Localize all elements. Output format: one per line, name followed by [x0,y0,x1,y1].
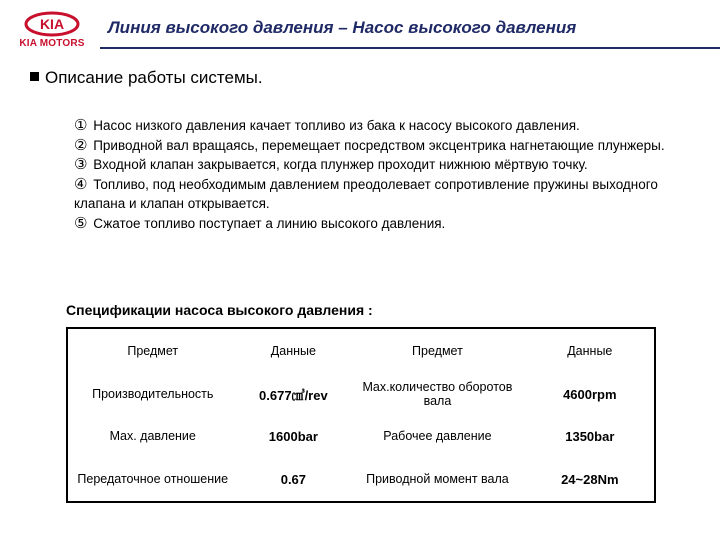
section-title: Описание работы системы. [45,68,263,87]
table-cell: Производительность [92,387,214,401]
step-text: Топливо, под необходимым давлением преодолевает сопротивление пружины выходного клапана и клапан открывается. [74,176,658,211]
column-header: Данные [567,344,613,358]
table-cell: 4600rpm [563,386,617,402]
table-cell: 24~28Nm [561,471,619,487]
specs-title: Спецификации насоса высокого давления : [66,302,373,318]
table-cell: 1600bar [268,428,318,444]
title-divider [100,47,720,49]
step-number: ① [74,117,88,134]
column-header: Предмет [127,344,179,358]
page-title: Линия высокого давления – Насос высокого давления [108,18,577,37]
table-row [67,415,655,457]
kia-oval-icon [12,10,92,40]
step-item [74,155,674,175]
square-bullet-icon [30,72,39,81]
step-text: Насос низкого давления качает топливо из бака к насосу высокого давления. [93,118,580,133]
step-text: Входной клапан закрывается, когда плунжер проходит нижнюю мёртвую точку. [93,157,588,172]
table-cell: Приводной момент вала [366,472,509,486]
section-heading [30,68,263,88]
logo-mark: KIA [39,16,65,32]
step-number: ② [74,136,88,154]
step-item [74,116,674,136]
table-cell: Max.количество оборотов вала [362,380,513,408]
table-header-row [67,328,655,373]
column-header: Предмет [412,344,463,358]
step-item [74,175,674,214]
specs-table [66,327,656,503]
table-cell: Рабочее давление [383,429,492,443]
step-item [74,214,674,234]
logo-text: KIA MOTORS [19,38,85,49]
table-cell: 0.677㎤/rev [259,387,328,403]
table-cell: 0.67 [280,471,307,487]
step-text: Сжатое топливо поступает а линию высокого давления. [93,215,446,231]
table-row [67,457,655,502]
table-cell: Max. давление [109,429,196,443]
column-header: Данные [270,344,316,358]
step-number: ④ [74,175,88,193]
table-cell: Передаточное отношение [77,472,229,486]
step-text: Приводной вал вращаясь, перемещает посредством эксцентрика нагнетающие плунжеры. [93,137,665,153]
step-number: ⑤ [74,214,88,232]
kia-logo [12,10,92,50]
step-item [74,136,674,156]
step-number: ③ [74,156,88,173]
steps-list [74,116,674,233]
table-row [67,373,655,415]
table-cell: 1350bar [565,428,615,444]
